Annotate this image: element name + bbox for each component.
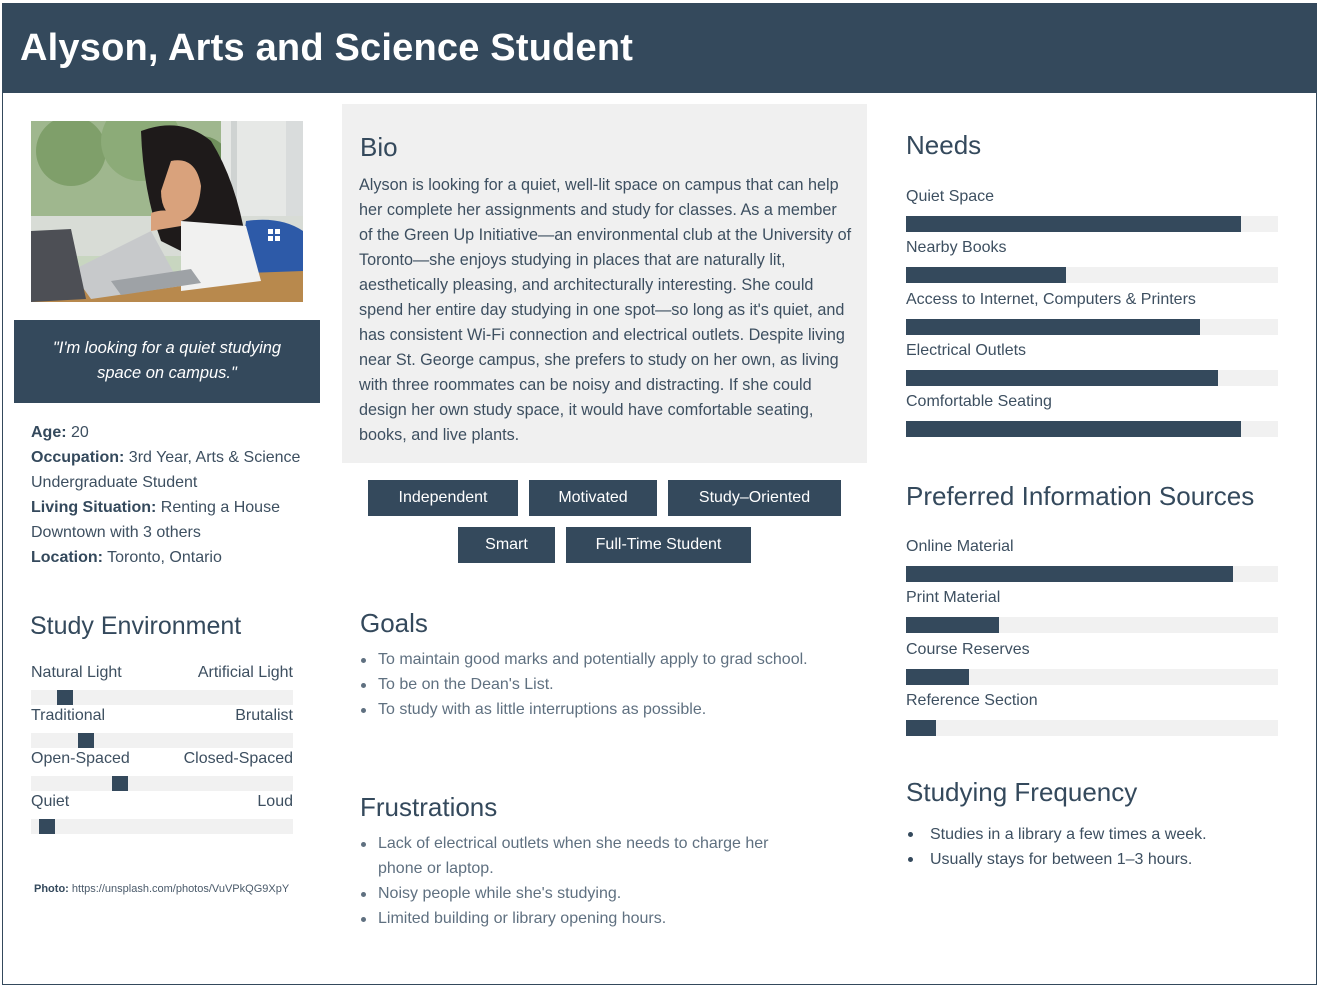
- fact-value: 3rd Year, Arts & Science Undergraduate Student: [31, 449, 301, 491]
- slider-track: [31, 776, 293, 791]
- bar-label: Course Reserves: [906, 641, 1030, 658]
- list-item: To be on the Dean's List.: [360, 672, 850, 697]
- trait-tag: Full-Time Student: [566, 527, 751, 563]
- need-bar: [906, 291, 1278, 335]
- need-bar: [906, 239, 1278, 283]
- bar-track: [906, 370, 1278, 386]
- slider-left-label: Open-Spaced: [31, 750, 130, 767]
- header-bar: [2, 3, 1317, 93]
- page-title: Alyson, Arts and Science Student: [20, 27, 634, 69]
- fact-value: Renting a House Downtown with 3 others: [31, 499, 280, 541]
- fact-location: [31, 545, 311, 570]
- fact-label: Location:: [31, 549, 103, 566]
- slider-track: [31, 690, 293, 705]
- bar-label: Electrical Outlets: [906, 342, 1027, 359]
- slider-left-label: Natural Light: [31, 664, 122, 681]
- fact-label: Age:: [31, 424, 67, 441]
- slider-left-label: Traditional: [31, 707, 106, 724]
- slider-track: [31, 819, 293, 834]
- list-item: Limited building or library opening hours.: [360, 906, 810, 931]
- bio-heading: Bio: [360, 132, 398, 162]
- source-bar: [906, 692, 1278, 736]
- bar-label: Quiet Space: [906, 188, 995, 205]
- bar-label: Reference Section: [906, 692, 1038, 709]
- slider-thumb: [57, 690, 73, 705]
- frequency-list: [906, 822, 1286, 872]
- list-item: Studies in a library a few times a week.: [906, 822, 1286, 847]
- need-bar: [906, 188, 1278, 232]
- bar-fill: [906, 267, 1066, 283]
- fact-label: Living Situation:: [31, 499, 157, 516]
- photo-credit-label: Photo:: [34, 883, 69, 895]
- bar-label: Online Material: [906, 538, 1014, 555]
- frequency-heading: Studying Frequency: [906, 777, 1138, 807]
- source-bar: [906, 589, 1278, 633]
- bar-fill: [906, 421, 1241, 437]
- bar-fill: [906, 370, 1218, 386]
- bio-text: Alyson is looking for a quiet, well-lit space on campus that can help her complete her assignments and study for classes. As a member of the Green Up Initiative—an environmental club at the University of Toronto—she enjoys studying in places that are naturally lit, aesthetically pleasing, and architecturally interesting. She could spend her entire day studying in one spot—so long as it's quiet, and has consistent Wi-Fi connection and electrical outlets. Despite living near St. George campus, she prefers to study on her own, as living with three roommates can be noisy and distracting. If she could design her own study space, it would have comfortable seating, books, and live plants.: [359, 176, 852, 444]
- slider-style: [31, 707, 293, 748]
- list-item: Noisy people while she's studying.: [360, 881, 810, 906]
- frustrations-heading: Frustrations: [360, 792, 498, 822]
- fact-occupation: [31, 445, 311, 495]
- persona-photo: [31, 121, 303, 302]
- fact-age: [31, 420, 311, 445]
- bar-track: [906, 267, 1278, 283]
- bar-track: [906, 617, 1278, 633]
- bar-label: Nearby Books: [906, 239, 1007, 256]
- list-item: Usually stays for between 1–3 hours.: [906, 847, 1286, 872]
- bar-fill: [906, 319, 1200, 335]
- list-item: Lack of electrical outlets when she needs to charge her phone or laptop.: [360, 831, 810, 881]
- bar-fill: [906, 216, 1241, 232]
- fact-value: 20: [66, 424, 89, 441]
- photo-credit: [34, 883, 289, 895]
- trait-tag: Independent: [368, 480, 518, 516]
- source-bar: [906, 538, 1278, 582]
- slider-right-label: Brutalist: [235, 707, 293, 724]
- bar-label: Print Material: [906, 589, 1001, 606]
- source-bar: [906, 641, 1278, 685]
- slider-thumb: [39, 819, 55, 834]
- slider-right-label: Artificial Light: [197, 664, 293, 681]
- study-environment-heading: Study Environment: [30, 612, 242, 640]
- goals-list: [360, 647, 850, 722]
- bar-fill: [906, 617, 999, 633]
- bio-panel: [342, 104, 867, 463]
- bar-fill: [906, 566, 1233, 582]
- bar-track: [906, 216, 1278, 232]
- trait-tag: Motivated: [529, 480, 657, 516]
- need-bar: [906, 342, 1278, 386]
- bar-track: [906, 720, 1278, 736]
- frustrations-list: [360, 831, 810, 931]
- persona-quote: [14, 320, 320, 403]
- goals-heading: Goals: [360, 608, 428, 638]
- list-item: To maintain good marks and potentially apply to grad school.: [360, 647, 850, 672]
- slider-right-label: Loud: [257, 793, 293, 810]
- bar-label: Comfortable Seating: [906, 393, 1052, 410]
- trait-tag: Study–Oriented: [668, 480, 841, 516]
- bar-track: [906, 319, 1278, 335]
- slider-thumb: [112, 776, 128, 791]
- bar-track: [906, 566, 1278, 582]
- bar-label: Access to Internet, Computers & Printers: [906, 291, 1196, 308]
- trait-tag: Smart: [458, 527, 555, 563]
- bar-fill: [906, 669, 969, 685]
- slider-right-label: Closed-Spaced: [183, 750, 293, 767]
- fact-label: Occupation:: [31, 449, 125, 466]
- need-bar: [906, 393, 1278, 437]
- bar-fill: [906, 720, 936, 736]
- slider-track: [31, 733, 293, 748]
- slider-noise: [31, 793, 293, 834]
- info-sources-heading: Preferred Information Sources: [906, 481, 1255, 511]
- persona-facts: [31, 420, 311, 570]
- fact-value: Toronto, Ontario: [103, 549, 222, 566]
- bar-track: [906, 421, 1278, 437]
- list-item: To study with as little interruptions as possible.: [360, 697, 850, 722]
- slider-space: [31, 750, 293, 791]
- slider-thumb: [78, 733, 94, 748]
- needs-heading: Needs: [906, 130, 982, 160]
- fact-living-situation: [31, 495, 311, 545]
- slider-left-label: Quiet: [31, 793, 70, 810]
- bar-track: [906, 669, 1278, 685]
- photo-credit-link[interactable]: https://unsplash.com/photos/VuVPkQG9XpY: [71, 883, 290, 895]
- slider-light: [31, 664, 293, 705]
- quote-text: "I'm looking for a quiet studying space on campus.": [52, 339, 282, 382]
